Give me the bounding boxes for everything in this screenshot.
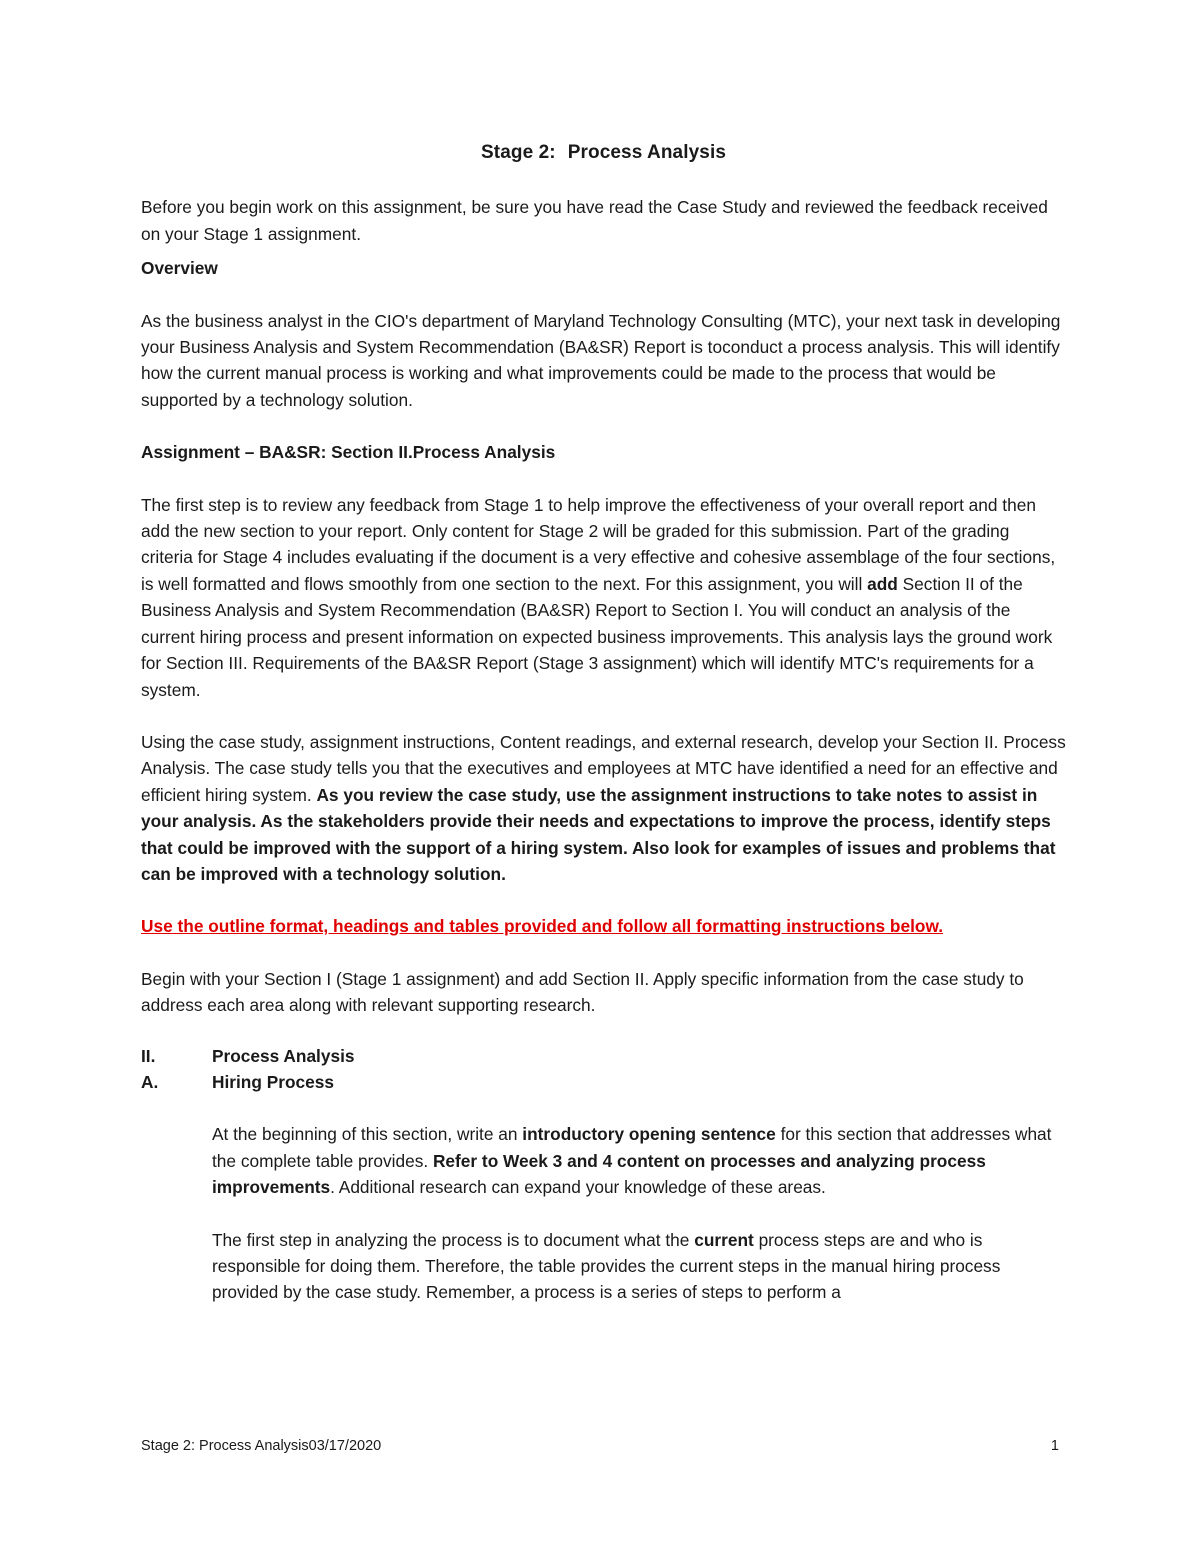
title-name: Process Analysis: [567, 142, 726, 163]
formatting-instruction: Use the outline format, headings and tables provided and follow all formatting instructions below.: [141, 916, 944, 937]
assignment-p1-bold: add: [867, 573, 898, 594]
outline-item-section-a: [141, 1069, 1066, 1095]
document-body: [141, 140, 1066, 1306]
hp1-bold-a: introductory opening sentence: [522, 1124, 776, 1145]
overview-heading: Overview: [141, 258, 218, 279]
hp1-text-a: At the beginning of this section, write an: [212, 1124, 523, 1145]
footer-document-label: Stage 2: Process Analysis03/17/2020: [141, 1438, 382, 1454]
assignment-p1-text-b: Section II of the Business Analysis and System Recommendation (BA&SR) Report to Section I. You will conduct an analysis of the current hiring process and present information on expected business improvements. This analysis lays the ground work for Section III. Requirements of the BA&SR Report (Stage 3 assignment) which will identify MTC's requirements for a system.: [141, 573, 1053, 700]
outline-label: Process Analysis: [212, 1045, 355, 1066]
hp2-bold: current: [694, 1229, 754, 1250]
outline-number: II.: [141, 1045, 156, 1066]
assignment-paragraph-1: [141, 492, 1066, 703]
assignment-p1-text-a: The first step is to review any feedback from Stage 1 to help improve the effectiveness of your overall report and then add the new section to your report. Only content for Stage 2 will be graded for this submission. Part of the grading criteria for Stage 4 includes evaluating if the document is a very effective and cohesive assemblage of the four sections, is well formatted and flows smoothly from one section to the next. For this assignment, you will: [141, 494, 1056, 594]
page-number: 1: [1050, 1438, 1059, 1454]
hp1-text-b: for this section that addresses what the complete table provides.: [212, 1124, 1052, 1171]
outline-number: A.: [141, 1071, 159, 1092]
title-stage: Stage 2:: [481, 142, 556, 163]
hp2-text-a: The first step in analyzing the process is to document what the: [212, 1229, 695, 1250]
assignment-paragraph-2: [141, 729, 1066, 887]
overview-paragraph: As the business analyst in the CIO's department of Maryland Technology Consulting (MTC), your next task in developing your Business Analysis and System Recommendation (BA&SR) Report is toconduct a process analysis. This will identify how the current manual process is working and what improvements could be made to the process that would be supported by a technology solution.: [141, 310, 1061, 410]
hp1-bold-b: Refer to Week 3 and 4 content on processes and analyzing process improvements: [212, 1150, 986, 1198]
intro-paragraph: Before you begin work on this assignment, be sure you have read the Case Study and reviewed the feedback received on your Stage 1 assignment.: [141, 197, 1048, 244]
hp2-text-b: process steps are and who is responsible for doing them. Therefore, the table provides the current steps in the manual hiring process provided by the case study. Remember, a process is a series of steps to perform a: [212, 1229, 1001, 1303]
begin-paragraph: Begin with your Section I (Stage 1 assignment) and add Section II. Apply specific information from the case study to address each area along with relevant supporting research.: [141, 968, 1024, 1016]
hiring-process-paragraph-1: [212, 1121, 1066, 1200]
page-title: [141, 140, 1066, 166]
page-footer: [141, 1438, 1059, 1454]
assignment-heading: Assignment – BA&SR: Section II.Process Analysis: [141, 442, 556, 463]
assignment-p2-text: Using the case study, assignment instructions, Content readings, and external research, develop your Section II. Process Analysis. The case study tells you that the executives and employees at MTC have identified a need for an effective and efficient hiring system.: [141, 731, 1066, 805]
assignment-p2-bold: As you review the case study, use the assignment instructions to take notes to assist in your analysis. As the stakeholders provide their needs and expectations to improve the process, identify steps that could be improved with the support of a hiring system. Also look for examples of issues and problems that can be improved with a technology solution.: [141, 784, 1056, 884]
hp1-text-c: . Additional research can expand your knowledge of these areas.: [330, 1177, 826, 1198]
outline-item-section-ii: [141, 1043, 1066, 1069]
hiring-process-paragraph-2: [212, 1227, 1066, 1306]
outline-label: Hiring Process: [212, 1071, 334, 1092]
